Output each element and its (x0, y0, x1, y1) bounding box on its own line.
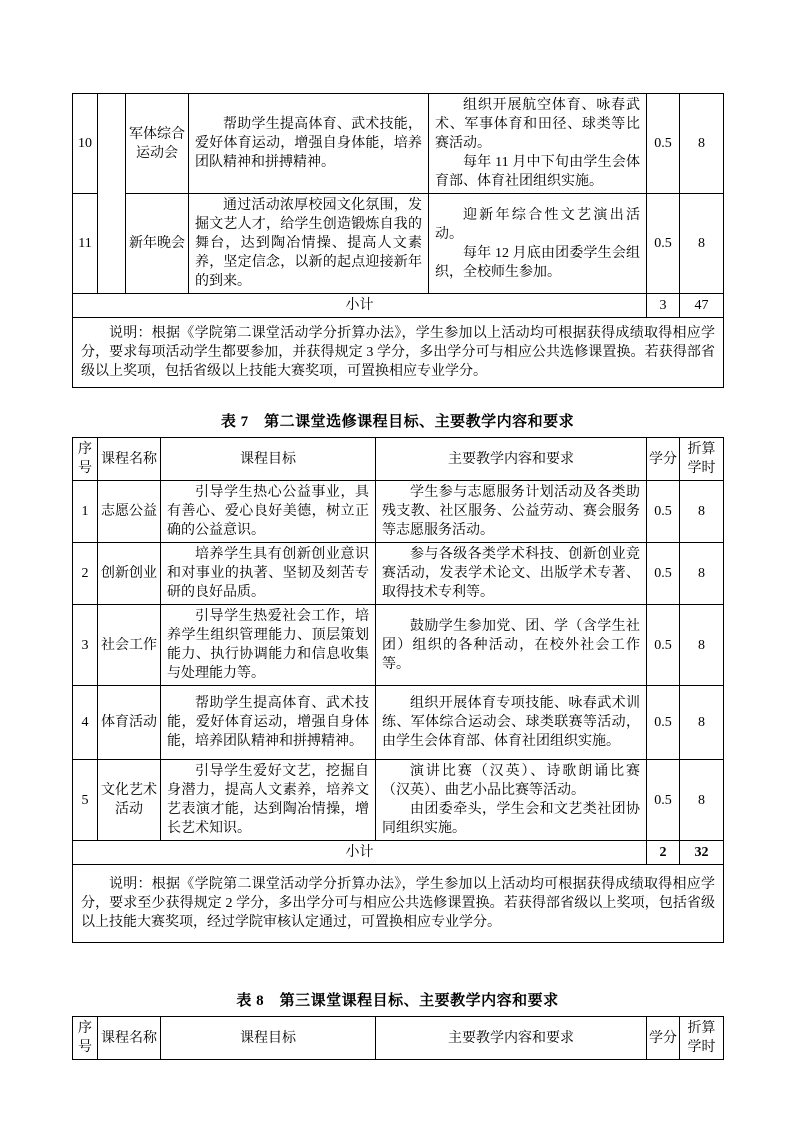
header-content: 主要教学内容和要求 (376, 1017, 647, 1060)
spacer (72, 388, 723, 410)
cell-objective: 引导学生热爱社会工作，培养学生组织管理能力、顶层策划能力、执行协调能力和信息收集与处理能力等。 (167, 609, 369, 681)
cell-content: 参与各级各类学术科技、创新创业竞赛活动，发表学术论文、出版学术专著、取得技术专利等。 (376, 543, 647, 605)
cell-content: 组织开展航空体育、咏春武术、军事体育和田径、球类等比赛活动。 每年 11 月中下旬由学生会体育部、体育社团组织实施。 (429, 94, 647, 194)
spacer (72, 943, 723, 989)
cell-objective: 培养学生具有创新创业意识和对事业的执著、坚韧及刻苦专研的良好品质。 (167, 547, 369, 600)
cell-objective: 引导学生热心公益事业，具有善心、爱心良好美德，树立正确的公益意识。 (167, 485, 369, 538)
header-credit: 学分 (647, 1017, 680, 1060)
table8-title: 表 8 第三课堂课程目标、主要教学内容和要求 (236, 993, 559, 1009)
cell-objective: 通过活动浓厚校园文化氛围，发掘文艺人才，给学生创造锻炼自我的舞台，达到陶冶情操、提高人文素养，坚定信念，以新的起点迎接新年的到来。 (195, 198, 422, 289)
cell-hours: 8 (680, 760, 724, 841)
header-hours: 折算学时 (680, 438, 724, 481)
cell-course-name: 新年晚会 (126, 194, 189, 294)
cell-credit: 0.5 (647, 194, 680, 294)
table7-second-classroom-elective (72, 437, 724, 943)
table-row (73, 94, 724, 194)
note-text: 说明：根据《学院第二课堂活动学分折算办法》，学生参加以上活动均可根据获得成绩取得相应学分，要求至少获得规定 2 学分，多出学分可与相应公共选修课置换。若获得部省级以上奖项，包括省级以上技能大赛奖项，经过学院审核认定通过，可置换相应专业学分。 (81, 877, 715, 930)
cell-course-name: 创新创业 (98, 543, 161, 605)
cell-course-name: 体育活动 (98, 686, 161, 760)
cell-credit: 0.5 (647, 605, 680, 686)
header-no: 序号 (73, 1017, 98, 1060)
header-hours: 折算学时 (680, 1017, 724, 1060)
cell-credit: 0.5 (647, 543, 680, 605)
table-row (73, 760, 724, 841)
cell-credit: 0.5 (647, 481, 680, 543)
cell-hours: 8 (680, 543, 724, 605)
cell-content: 组织开展体育专项技能、咏春武术训练、军体综合运动会、球类联赛等活动，由学生会体育部、体育社团组织实施。 (376, 686, 647, 760)
header-no: 序号 (73, 438, 98, 481)
table-row (73, 194, 724, 294)
subtotal-row (73, 294, 724, 318)
subtotal-hours: 32 (680, 841, 724, 865)
cell-no: 3 (73, 605, 98, 686)
subtotal-credit: 2 (647, 841, 680, 865)
cell-no: 1 (73, 481, 98, 543)
cell-content: 迎新年综合性文艺演出活动。 每年 12 月底由团委学生会组织，全校师生参加。 (429, 194, 647, 294)
header-credit: 学分 (647, 438, 680, 481)
table-row (73, 605, 724, 686)
cell-course-name: 文化艺术活动 (98, 760, 161, 841)
cell-hours: 8 (680, 686, 724, 760)
header-row (73, 438, 724, 481)
cell-hours: 8 (680, 94, 724, 194)
table-row (73, 543, 724, 605)
cell-objective: 引导学生爱好文艺，挖掘自身潜力，提高人文素养，培养文艺表演才能，达到陶冶情操，增长艺术知识。 (167, 764, 369, 836)
header-course-name: 课程名称 (98, 438, 161, 481)
note-text: 说明：根据《学院第二课堂活动学分折算办法》，学生参加以上活动均可根据获得成绩取得相应学分，要求每项活动学生都要参加，并获得规定 3 学分，多出学分可与相应公共选修课置换。若获得部省级以上奖项，包括省级以上技能大赛奖项，可置换相应专业学分。 (81, 326, 715, 379)
cell-no: 10 (73, 94, 98, 194)
cell-course-name: 志愿公益 (98, 481, 161, 543)
header-objective: 课程目标 (161, 438, 376, 481)
cell-hours: 8 (680, 481, 724, 543)
cell-content: 鼓励学生参加党、团、学（含学生社团）组织的各种活动，在校外社会工作等。 (376, 605, 647, 686)
table8-third-classroom (72, 1016, 724, 1060)
cell-credit: 0.5 (647, 94, 680, 194)
subtotal-credit: 3 (647, 294, 680, 318)
table-row (73, 686, 724, 760)
subtotal-row (73, 841, 724, 865)
cell-course-name: 社会工作 (98, 605, 161, 686)
cell-credit: 0.5 (647, 686, 680, 760)
cell-content: 演讲比赛（汉英）、诗歌朗诵比赛（汉英）、曲艺小品比赛等活动。 由团委牵头，学生会和文艺类社团协同组织实施。 (376, 760, 647, 841)
cell-no: 11 (73, 194, 98, 294)
subtotal-hours: 47 (680, 294, 724, 318)
table-row (73, 481, 724, 543)
note-row (73, 318, 724, 388)
note-row (73, 865, 724, 943)
subtotal-label: 小计 (73, 294, 647, 318)
cell-objective: 帮助学生提高体育、武术技能，爱好体育运动，增强自身体能，培养团队精神和拼搏精神。 (167, 696, 369, 749)
table7-title: 表 7 第二课堂选修课程目标、主要教学内容和要求 (220, 414, 575, 430)
cell-content: 学生参与志愿服务计划活动及各类助残支教、社区服务、公益劳动、赛会服务等志愿服务活动。 (376, 481, 647, 543)
cell-no: 2 (73, 543, 98, 605)
header-row (73, 1017, 724, 1060)
cell-objective: 帮助学生提高体育、武术技能，爱好体育运动，增强自身体能，培养团队精神和拼搏精神。 (195, 117, 422, 170)
cell-hours: 8 (680, 194, 724, 294)
page-content (72, 93, 723, 1060)
cell-no: 4 (73, 686, 98, 760)
cell-no: 5 (73, 760, 98, 841)
cell-course-name: 军体综合运动会 (126, 94, 189, 194)
second-classroom-activity-table-continued (72, 93, 724, 388)
header-course-name: 课程名称 (98, 1017, 161, 1060)
header-objective: 课程目标 (161, 1017, 376, 1060)
cell-credit: 0.5 (647, 760, 680, 841)
cell-category (98, 94, 126, 294)
cell-hours: 8 (680, 605, 724, 686)
subtotal-label: 小计 (73, 841, 647, 865)
header-content: 主要教学内容和要求 (376, 438, 647, 481)
